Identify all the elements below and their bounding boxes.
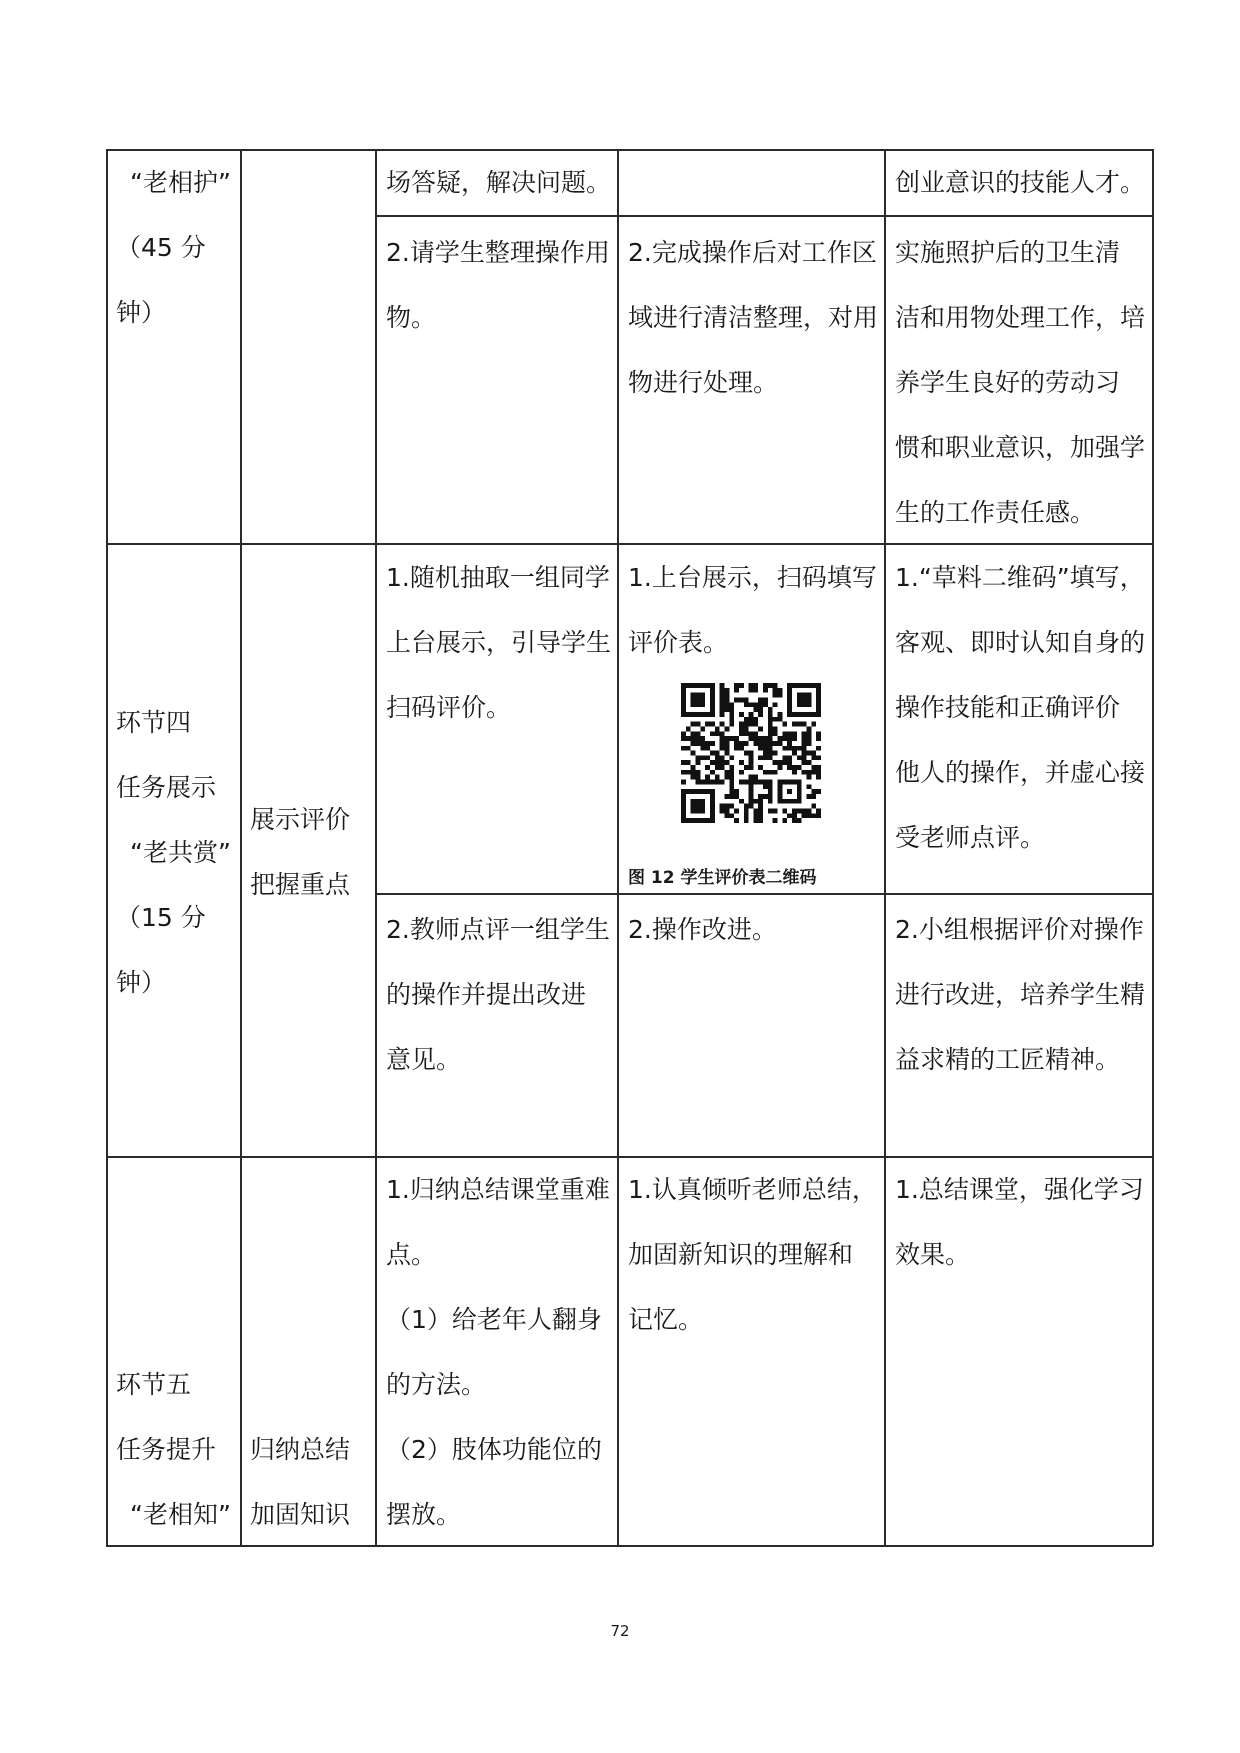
stage-line: “老共赏” xyxy=(130,838,231,867)
text-line: 扫码评价。 xyxy=(386,693,512,722)
text-line: 2.操作改进。 xyxy=(628,915,777,944)
method-line: 把握重点 xyxy=(250,870,351,899)
stage-line: 钟） xyxy=(116,298,167,327)
row3-teacher-activity-a xyxy=(386,1157,614,1547)
text-line: 记忆。 xyxy=(628,1305,704,1334)
text-line: 加固新知识的理解和 xyxy=(628,1240,854,1269)
text-line: 1.归纳总结课堂重难 xyxy=(386,1175,610,1204)
text-line: 1.上台展示，扫码填写 xyxy=(628,563,877,592)
text-line: 2.请学生整理操作用 xyxy=(386,238,610,267)
text-line: 受老师点评。 xyxy=(895,823,1046,852)
text-line: 益求精的工匠精神。 xyxy=(895,1045,1121,1074)
row2-student-activity-a xyxy=(628,545,882,675)
text-line: 惯和职业意识，加强学 xyxy=(895,433,1146,462)
text-line: 2.教师点评一组学生 xyxy=(386,915,610,944)
stage-line: 任务提升 xyxy=(116,1435,217,1464)
text-line: （2）肢体功能位的 xyxy=(386,1435,602,1464)
method-line: 加固知识 xyxy=(250,1500,351,1529)
stage-line: （45 分 xyxy=(116,233,206,262)
row2-student-activity-b xyxy=(628,897,882,962)
text-line: 物进行处理。 xyxy=(628,368,779,397)
stage-line: （15 分 xyxy=(116,903,206,932)
text-line: 洁和用物处理工作，培 xyxy=(895,303,1146,332)
method-line: 展示评价 xyxy=(250,805,351,834)
text-line: 1.总结课堂，强化学习 xyxy=(895,1175,1144,1204)
text-line: 1.随机抽取一组同学 xyxy=(386,563,610,592)
row1-intent-b xyxy=(895,220,1150,545)
text-line: 的操作并提出改进 xyxy=(386,980,587,1009)
row1-intent-a xyxy=(895,150,1150,215)
text-line: 评价表。 xyxy=(628,628,729,657)
text-line: 操作技能和正确评价 xyxy=(895,693,1121,722)
text-line: 意见。 xyxy=(386,1045,462,1074)
row2-stage xyxy=(116,690,236,1015)
stage-line: 钟） xyxy=(116,968,167,997)
page-number: 72 xyxy=(610,1622,630,1640)
stage-line: 环节五 xyxy=(116,1370,192,1399)
row1-teacher-activity-a xyxy=(386,150,614,215)
row2-teacher-activity-a xyxy=(386,545,614,740)
text-line: 2.小组根据评价对操作 xyxy=(895,915,1144,944)
stage-line: “老相护” xyxy=(130,168,231,197)
text-line: 创业意识的技能人才。 xyxy=(895,168,1146,197)
row2-teacher-activity-b xyxy=(386,897,614,1092)
text-line: 1.“草料二维码”填写， xyxy=(895,563,1145,592)
text-line: 客观、即时认知自身的 xyxy=(895,628,1146,657)
row3-student-activity-a xyxy=(628,1157,882,1352)
method-line: 归纳总结 xyxy=(250,1435,351,1464)
text-line: 场答疑，解决问题。 xyxy=(386,168,612,197)
figure-caption: 图 12 学生评价表二维码 xyxy=(628,868,817,888)
text-line: 养学生良好的劳动习 xyxy=(895,368,1121,397)
row3-stage xyxy=(116,1352,236,1547)
row1-student-activity-b xyxy=(628,220,882,415)
text-line: 2.完成操作后对工作区 xyxy=(628,238,877,267)
text-line: （1）给老年人翻身 xyxy=(386,1305,602,1334)
text-line: 上台展示，引导学生 xyxy=(386,628,612,657)
text-line: 进行改进，培养学生精 xyxy=(895,980,1146,1009)
text-line: 1.认真倾听老师总结， xyxy=(628,1175,877,1204)
row2-intent-a xyxy=(895,545,1150,870)
row1-teacher-activity-b xyxy=(386,220,614,350)
text-line: 物。 xyxy=(386,303,437,332)
text-line: 摆放。 xyxy=(386,1500,462,1529)
text-line: 点。 xyxy=(386,1240,437,1269)
text-line: 实施照护后的卫生清 xyxy=(895,238,1121,267)
row1-stage xyxy=(116,150,236,345)
stage-line: 任务展示 xyxy=(116,773,217,802)
text-line: 他人的操作，并虚心接 xyxy=(895,758,1146,787)
qr-code-image xyxy=(681,683,821,823)
text-line: 的方法。 xyxy=(386,1370,487,1399)
text-line: 生的工作责任感。 xyxy=(895,498,1096,527)
stage-line: 环节四 xyxy=(116,708,192,737)
row3-method xyxy=(250,1417,372,1547)
row3-intent-a xyxy=(895,1157,1150,1287)
row2-intent-b xyxy=(895,897,1150,1092)
text-line: 域进行清洁整理，对用 xyxy=(628,303,879,332)
text-line: 效果。 xyxy=(895,1240,971,1269)
row2-method xyxy=(250,787,372,917)
stage-line: “老相知” xyxy=(130,1500,231,1529)
